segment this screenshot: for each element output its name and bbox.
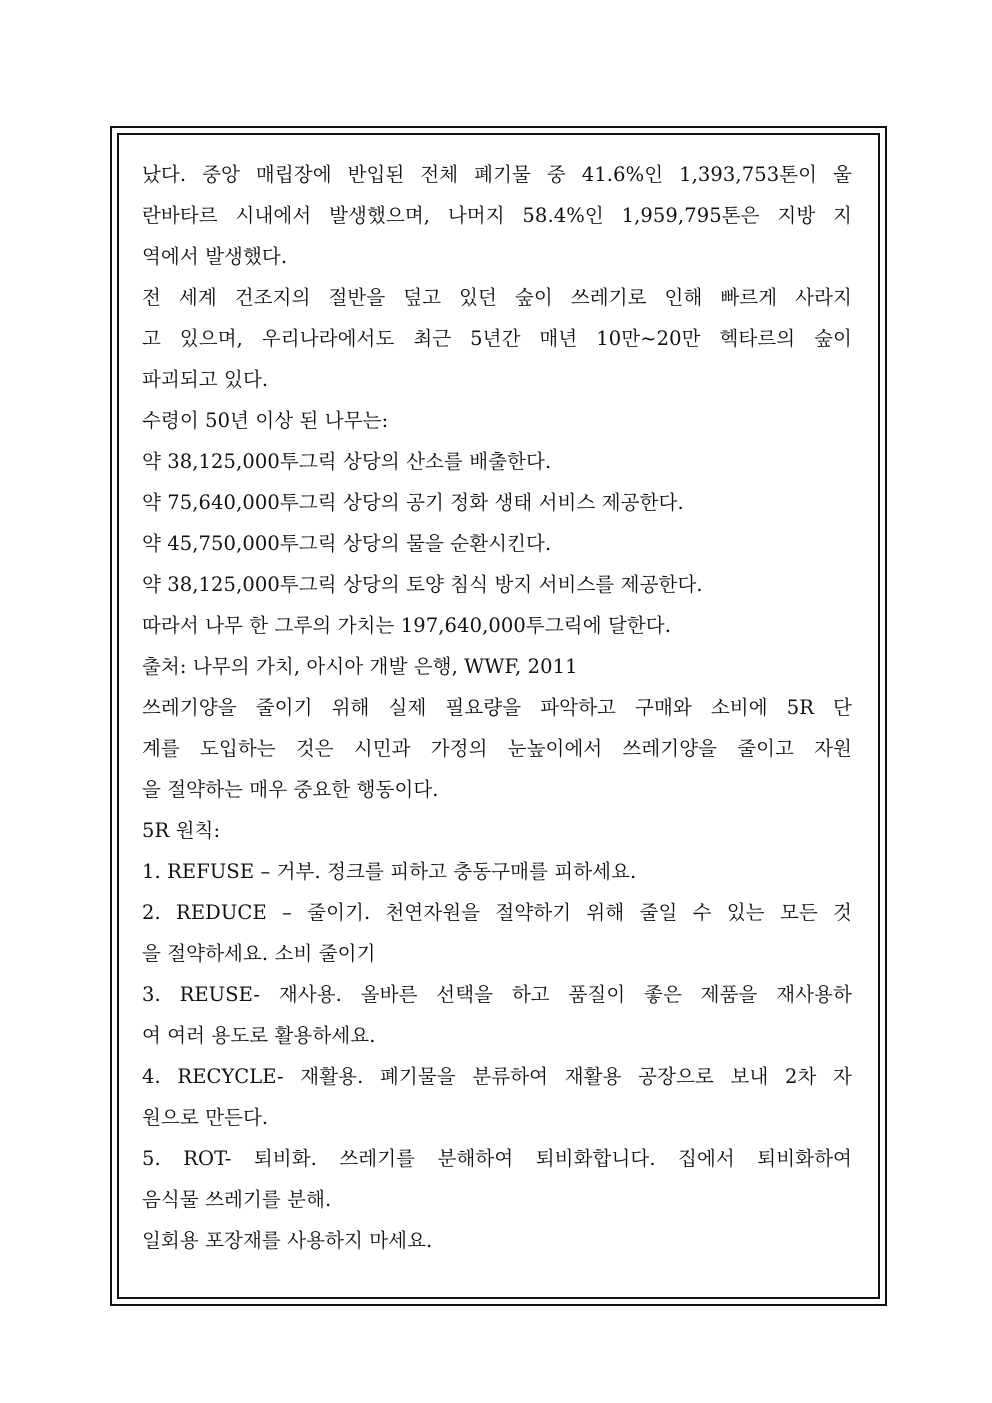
text-line: 전 세계 건조지의 절반을 덮고 있던 숲이 쓰레기로 인해 빠르게 사라지 — [142, 286, 852, 309]
text-line: 계를 도입하는 것은 시민과 가정의 눈높이에서 쓰레기양을 줄이고 자원 — [142, 737, 852, 760]
text-line: 고 있으며, 우리나라에서도 최근 5년간 매년 10만~20만 헥타르의 숲이 — [142, 327, 852, 350]
text-line: 2. REDUCE – 줄이기. 천연자원을 절약하기 위해 줄일 수 있는 모든 것 — [142, 901, 852, 924]
text-line: 5. ROT- 퇴비화. 쓰레기를 분해하여 퇴비화합니다. 집에서 퇴비화하여 — [142, 1147, 852, 1170]
text-line: 쓰레기양을 줄이기 위해 실제 필요량을 파악하고 구매와 소비에 5R 단 — [142, 696, 852, 719]
text-line: 음식물 쓰레기를 분해. — [142, 1188, 332, 1211]
text-line: 3. REUSE- 재사용. 올바른 선택을 하고 품질이 좋은 제품을 재사용하 — [142, 983, 852, 1006]
text-line: 났다. 중앙 매립장에 반입된 전체 폐기물 중 41.6%인 1,393,753톤이 울 — [142, 163, 852, 186]
text-line: 여 여러 용도로 활용하세요. — [142, 1024, 376, 1047]
text-line: 5R 원칙: — [142, 819, 221, 842]
text-line: 4. RECYCLE- 재활용. 폐기물을 분류하여 재활용 공장으로 보내 2차 자 — [142, 1065, 852, 1088]
text-line: 을 절약하세요. 소비 줄이기 — [142, 942, 376, 965]
document-body — [142, 154, 852, 1261]
text-line: 1. REFUSE – 거부. 정크를 피하고 충동구매를 피하세요. — [142, 860, 637, 883]
text-line: 원으로 만든다. — [142, 1106, 269, 1129]
text-line: 출처: 나무의 가치, 아시아 개발 은행, WWF, 2011 — [142, 655, 578, 678]
text-line: 약 45,750,000투그릭 상당의 물을 순환시킨다. — [142, 532, 552, 555]
text-line: 역에서 발생했다. — [142, 245, 288, 268]
text-line: 약 75,640,000투그릭 상당의 공기 정화 생태 서비스 제공한다. — [142, 491, 684, 514]
text-line: 파괴되고 있다. — [142, 368, 269, 391]
text-line: 수령이 50년 이상 된 나무는: — [142, 409, 389, 432]
text-line: 일회용 포장재를 사용하지 마세요. — [142, 1229, 433, 1252]
text-line: 란바타르 시내에서 발생했으며, 나머지 58.4%인 1,959,795톤은 지방 지 — [142, 204, 852, 227]
text-line: 약 38,125,000투그릭 상당의 토양 침식 방지 서비스를 제공한다. — [142, 573, 703, 596]
text-line: 을 절약하는 매우 중요한 행동이다. — [142, 778, 439, 801]
text-line: 따라서 나무 한 그루의 가치는 197,640,000투그릭에 달한다. — [142, 614, 672, 637]
text-line: 약 38,125,000투그릭 상당의 산소를 배출한다. — [142, 450, 552, 473]
